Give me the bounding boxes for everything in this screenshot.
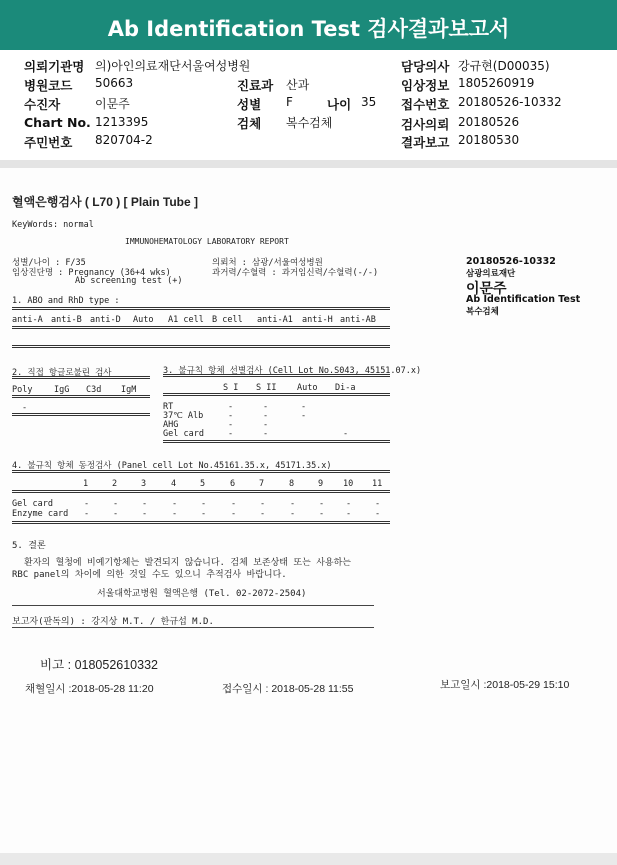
stamp-org: 삼광의료재단 bbox=[466, 269, 516, 279]
screen-cell: - bbox=[263, 420, 269, 430]
panel-col-11: 11 bbox=[372, 479, 383, 489]
screen-cell: - bbox=[228, 402, 234, 412]
dat-col-poly: Poly bbox=[12, 385, 33, 395]
screen-cell: - bbox=[301, 402, 307, 412]
blood-bank-text: 서울대학교병원 혈액은행 (Tel. 02-2072-2504) bbox=[97, 589, 307, 599]
screen-cell: - bbox=[263, 429, 269, 439]
screen-rule-top bbox=[163, 374, 390, 377]
requester-org-label: 의뢰기관명 bbox=[24, 59, 85, 74]
abo-col-anti-ab: anti-AB bbox=[340, 315, 376, 325]
reporter-rule-bottom bbox=[12, 627, 374, 628]
screen-col-sii: S II bbox=[256, 383, 277, 393]
sex-age-text: 성별/나이 : F/35 bbox=[12, 258, 86, 268]
reporter-rule-top bbox=[12, 605, 374, 606]
specimen-label: 검체 bbox=[237, 116, 262, 131]
department-value: 산과 bbox=[286, 78, 310, 92]
panel-cell: - bbox=[346, 499, 352, 509]
screen-row-gel-card: Gel card bbox=[163, 429, 204, 439]
panel-cell: - bbox=[375, 509, 381, 519]
panel-cell: - bbox=[142, 499, 148, 509]
abo-title: 1. ABO and RhD type : bbox=[12, 296, 120, 306]
result-report-value: 20180530 bbox=[458, 133, 520, 147]
dat-rule-mid bbox=[12, 395, 150, 398]
screen-rule-mid bbox=[163, 393, 390, 396]
department-label: 진료과 bbox=[237, 78, 274, 93]
specimen-value: 복수검체 bbox=[286, 116, 333, 130]
screen-rule-bottom bbox=[163, 440, 390, 443]
dat-col-igg: IgG bbox=[54, 385, 70, 395]
panel-rule-mid bbox=[12, 490, 390, 493]
reported-datetime: 보고일시 :2018-05-29 15:10 bbox=[440, 679, 570, 691]
screen-row-ahg: AHG bbox=[163, 420, 179, 430]
panel-cell: - bbox=[375, 499, 381, 509]
abo-col-anti-a: anti-A bbox=[12, 315, 43, 325]
panel-cell: - bbox=[231, 499, 237, 509]
doctor-label: 담당의사 bbox=[401, 59, 450, 74]
stamp-specimen: 복수검체 bbox=[466, 307, 499, 317]
chart-no-value: 1213395 bbox=[95, 115, 149, 129]
panel-col-9: 9 bbox=[318, 479, 324, 489]
patient-label: 수진자 bbox=[24, 97, 61, 112]
panel-cell: - bbox=[260, 509, 266, 519]
dat-col-c3d: C3d bbox=[86, 385, 102, 395]
panel-col-5: 5 bbox=[200, 479, 206, 489]
report-title: Ab Identification Test 검사결과보고서 bbox=[0, 0, 617, 56]
receipt-no-value: 20180526-10332 bbox=[458, 95, 562, 109]
panel-cell: - bbox=[319, 499, 325, 509]
dat-col-igm: IgM bbox=[121, 385, 137, 395]
clinical-info-value: 1805260919 bbox=[458, 76, 535, 90]
result-report-label: 결과보고 bbox=[401, 135, 450, 150]
screen-col-auto: Auto bbox=[297, 383, 318, 393]
abo-col-anti-a1: anti-A1 bbox=[257, 315, 293, 325]
panel-cell: - bbox=[84, 499, 90, 509]
bottom-strip bbox=[0, 853, 617, 865]
patient-value: 이문주 bbox=[95, 97, 130, 111]
chart-no-label: Chart No. bbox=[24, 115, 91, 130]
panel-rule-top bbox=[12, 470, 390, 473]
panel-cell: - bbox=[346, 509, 352, 519]
age-label: 나이 bbox=[327, 97, 352, 112]
stamp-number: 20180526-10332 bbox=[466, 256, 556, 267]
panel-col-4: 4 bbox=[171, 479, 177, 489]
panel-cell: - bbox=[290, 499, 296, 509]
hospital-code-label: 병원코드 bbox=[24, 78, 73, 93]
abo-col-anti-b: anti-B bbox=[51, 315, 82, 325]
test-request-label: 검사의뢰 bbox=[401, 117, 450, 132]
conclusion-line-1: 환자의 혈청에 비예기항체는 발견되지 않습니다. 검체 보존상태 또는 사용하는 bbox=[24, 558, 351, 568]
panel-col-10: 10 bbox=[343, 479, 354, 489]
abo-rule-mid bbox=[12, 326, 390, 329]
panel-cell: - bbox=[142, 509, 148, 519]
history-text: 과거력/수혈력 : 과거임신력/수혈력(-/-) bbox=[212, 268, 379, 278]
screen-row-rt: RT bbox=[163, 402, 174, 412]
abo-rule-top bbox=[12, 307, 390, 310]
screening-text: Ab screening test (+) bbox=[75, 276, 183, 286]
screen-cell: - bbox=[301, 411, 307, 421]
dat-rule-bottom bbox=[12, 413, 150, 416]
abo-col-anti-d: anti-D bbox=[90, 315, 121, 325]
doc-heading: 혈액은행검사 ( L70 ) [ Plain Tube ] bbox=[12, 195, 199, 209]
panel-row-enzyme-card: Enzyme card bbox=[12, 509, 69, 519]
sex-label: 성별 bbox=[237, 97, 262, 112]
screen-cell: - bbox=[228, 420, 234, 430]
panel-cell: - bbox=[172, 509, 178, 519]
panel-cell: - bbox=[113, 509, 119, 519]
abo-rule-bottom bbox=[12, 345, 390, 348]
panel-col-3: 3 bbox=[141, 479, 147, 489]
panel-cell: - bbox=[84, 509, 90, 519]
sex-value: F bbox=[286, 95, 293, 109]
abo-col-auto: Auto bbox=[133, 315, 154, 325]
panel-cell: - bbox=[231, 509, 237, 519]
scanned-report bbox=[0, 168, 617, 853]
remark-text: 비고 : 018052610332 bbox=[40, 658, 158, 672]
panel-cell: - bbox=[260, 499, 266, 509]
resident-no-label: 주민번호 bbox=[24, 135, 73, 150]
panel-col-8: 8 bbox=[289, 479, 295, 489]
hospital-code-value: 50663 bbox=[95, 76, 134, 90]
diagnosis-text: 임상진단명 : Pregnancy (36+4 wks) bbox=[12, 268, 171, 278]
clinical-info-label: 임상정보 bbox=[401, 78, 450, 93]
section-divider bbox=[0, 160, 617, 168]
requester-text: 의뢰처 : 삼광/서울여성병원 bbox=[212, 258, 323, 268]
panel-row-gel-card: Gel card bbox=[12, 499, 53, 509]
age-value: 35 bbox=[361, 95, 377, 109]
screen-cell: - bbox=[263, 402, 269, 412]
panel-col-2: 2 bbox=[112, 479, 118, 489]
panel-cell: - bbox=[113, 499, 119, 509]
reporter-text: 보고자(판독의) : 강지상 M.T. / 한규섭 M.D. bbox=[12, 617, 214, 627]
panel-cell: - bbox=[172, 499, 178, 509]
lab-report-title: IMMUNOHEMATOLOGY LABORATORY REPORT bbox=[125, 237, 289, 246]
dat-rule-top bbox=[12, 376, 150, 379]
abo-col-b-cell: B cell bbox=[212, 315, 243, 325]
screen-cell: - bbox=[263, 411, 269, 421]
dat-title: 2. 직접 항글로불린 검사 bbox=[12, 368, 112, 378]
panel-cell: - bbox=[290, 509, 296, 519]
stamp-name: 이문주 bbox=[466, 281, 507, 297]
collected-datetime: 채혈일시 :2018-05-28 11:20 bbox=[25, 683, 154, 695]
doctor-value: 강규현(D00035) bbox=[458, 59, 550, 73]
abo-col-anti-h: anti-H bbox=[302, 315, 333, 325]
requester-org-value: 의)아인의료재단서울여성병원 bbox=[95, 59, 251, 73]
screen-title: 3. 불규칙 항체 선별검사 (Cell Lot No.S043, 45151.07.x) bbox=[163, 366, 422, 376]
screen-col-si: S I bbox=[223, 383, 239, 393]
header-panel bbox=[0, 50, 617, 160]
screen-col-dia: Di-a bbox=[335, 383, 356, 393]
panel-rule-bottom bbox=[12, 521, 390, 524]
panel-col-1: 1 bbox=[83, 479, 89, 489]
panel-col-6: 6 bbox=[230, 479, 236, 489]
panel-title: 4. 불규칙 항체 동정검사 (Panel cell Lot No.45161.35.x, 45171.35.x) bbox=[12, 461, 332, 471]
panel-col-7: 7 bbox=[259, 479, 265, 489]
screen-row-37alb: 37℃ Alb bbox=[163, 411, 204, 421]
keywords-text: KeyWords: normal bbox=[12, 220, 94, 230]
screen-cell: - bbox=[228, 411, 234, 421]
dat-value-poly: - bbox=[22, 403, 28, 413]
screen-cell: - bbox=[343, 429, 349, 439]
conclusion-line-2: RBC panel의 차이에 의한 것일 수도 있으니 추적검사 바랍니다. bbox=[12, 570, 287, 580]
panel-cell: - bbox=[201, 509, 207, 519]
conclusion-title: 5. 결론 bbox=[12, 541, 46, 551]
stamp-test: Ab Identification Test bbox=[466, 294, 581, 305]
screen-cell: - bbox=[228, 429, 234, 439]
test-request-value: 20180526 bbox=[458, 115, 520, 129]
panel-cell: - bbox=[201, 499, 207, 509]
resident-no-value: 820704-2 bbox=[95, 133, 153, 147]
receipt-no-label: 접수번호 bbox=[401, 97, 450, 112]
received-datetime: 접수일시 : 2018-05-28 11:55 bbox=[222, 683, 354, 695]
panel-cell: - bbox=[319, 509, 325, 519]
abo-col-a1-cell: A1 cell bbox=[168, 315, 204, 325]
